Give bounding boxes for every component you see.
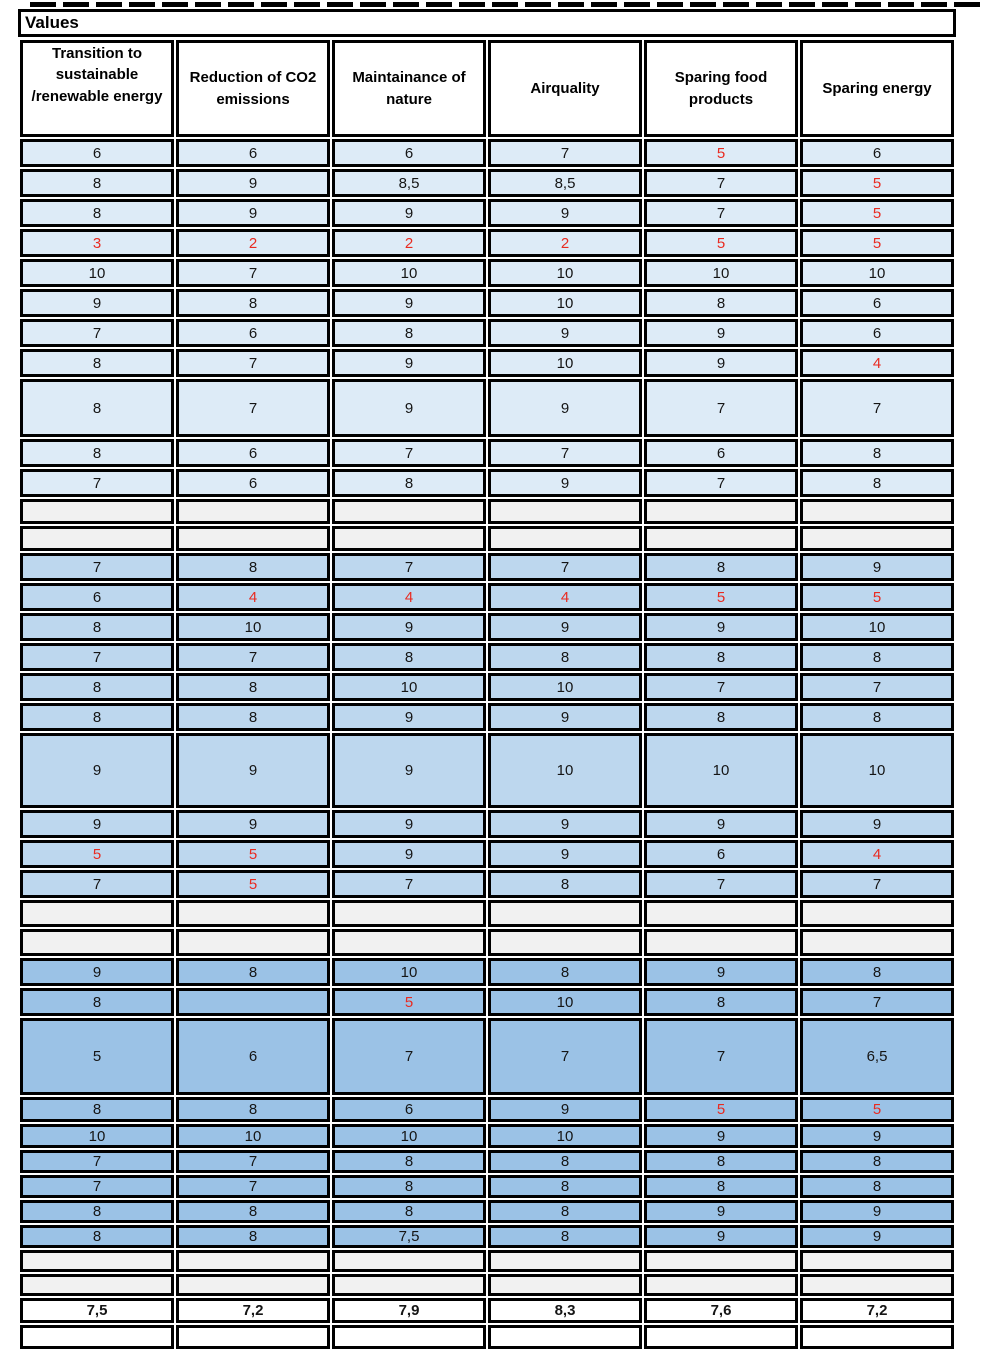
table-cell[interactable]: 8 [488,1175,642,1198]
table-cell[interactable]: 9 [176,733,330,808]
table-cell[interactable]: 8 [644,289,798,317]
table-cell[interactable]: 8 [644,703,798,731]
table-cell[interactable]: 2 [332,229,486,257]
table-cell[interactable]: 9 [332,810,486,838]
table-cell[interactable]: 10 [332,958,486,986]
table-cell[interactable]: 6 [800,139,954,167]
table-cell[interactable]: 10 [332,673,486,701]
table-cell[interactable]: 7,2 [800,1298,954,1323]
table-cell[interactable]: 7 [644,199,798,227]
table-cell[interactable]: 5 [644,139,798,167]
header-row [20,40,954,137]
table-cell[interactable]: 8 [176,1097,330,1122]
table-cell[interactable]: 8 [644,988,798,1016]
table-cell[interactable]: 7 [332,439,486,467]
table-cell[interactable]: 8 [20,1200,174,1223]
table-cell[interactable]: 9 [488,469,642,497]
table-cell[interactable]: 3 [20,229,174,257]
empty-cell [20,900,174,927]
table-cell[interactable]: 5 [644,583,798,611]
table-cell[interactable]: 8 [176,958,330,986]
table-cell[interactable]: 8 [644,1150,798,1173]
table-cell[interactable]: 5 [644,1097,798,1122]
empty-cell [800,1325,954,1349]
table-cell[interactable]: 2 [488,229,642,257]
table-cell[interactable]: 8 [488,1200,642,1223]
table-cell[interactable]: 9 [488,1097,642,1122]
empty-cell [800,1274,954,1296]
table-cell[interactable]: 8 [176,673,330,701]
table-cell[interactable]: 6 [176,139,330,167]
empty-cell [176,499,330,524]
table-cell[interactable]: 7 [800,870,954,898]
data-row [20,673,954,701]
table-cell[interactable]: 7 [20,1175,174,1198]
table-cell[interactable]: 9 [644,810,798,838]
table-cell[interactable]: 7 [644,169,798,197]
empty-cell [800,526,954,551]
table-cell[interactable]: 7,6 [644,1298,798,1323]
table-cell[interactable]: 4 [332,583,486,611]
table-cell[interactable]: 8 [332,1150,486,1173]
table-cell[interactable]: 8 [644,553,798,581]
table-cell[interactable]: 9 [332,840,486,868]
data-row [20,958,954,986]
empty-cell [644,499,798,524]
table-cell[interactable]: 8 [176,1225,330,1248]
table-cell[interactable]: 9 [332,733,486,808]
table-cell[interactable]: 9 [800,810,954,838]
spacer-row [20,499,954,524]
data-row [20,319,954,347]
spacer-row [20,1274,954,1296]
empty-cell [176,900,330,927]
table-cell[interactable]: 8 [20,169,174,197]
table-cell[interactable]: 7,9 [332,1298,486,1323]
data-row [20,199,954,227]
empty-cell [20,1274,174,1296]
table-cell[interactable]: 5 [20,1018,174,1095]
table-cell[interactable]: 9 [20,733,174,808]
table-cell[interactable]: 9 [800,1200,954,1223]
data-row [20,139,954,167]
empty-cell [488,1250,642,1272]
table-cell[interactable]: 10 [488,1124,642,1148]
empty-cell [488,1274,642,1296]
table-cell[interactable]: 9 [488,379,642,437]
table-cell[interactable]: 8 [20,379,174,437]
table-cell[interactable]: 5 [800,229,954,257]
table-cell[interactable]: 7 [488,439,642,467]
table-cell[interactable]: 7 [176,1175,330,1198]
empty-cell [644,900,798,927]
table-cell[interactable]: 8 [488,870,642,898]
table-cell[interactable]: 8 [20,349,174,377]
data-row [20,1124,954,1148]
table-cell[interactable]: 8 [332,1175,486,1198]
data-row [20,988,954,1016]
data-row [20,1150,954,1173]
empty-cell [332,900,486,927]
empty-cell [488,1325,642,1349]
table-cell[interactable]: 7 [644,870,798,898]
table-cell[interactable]: 9 [20,810,174,838]
empty-cell [332,526,486,551]
empty-cell [644,929,798,956]
table-cell[interactable]: 6 [644,439,798,467]
empty-cell [488,900,642,927]
data-row [20,469,954,497]
table-cell[interactable]: 10 [176,1124,330,1148]
empty-cell [332,1250,486,1272]
column-header: Reduction of CO2 emissions [176,40,330,137]
table-cell[interactable]: 8 [332,643,486,671]
table-cell[interactable]: 8,5 [488,169,642,197]
empty-cell [644,1325,798,1349]
table-cell[interactable]: 6 [332,1097,486,1122]
table-cell[interactable]: 10 [488,349,642,377]
spacer-row [20,900,954,927]
table-cell[interactable]: 6 [332,139,486,167]
empty-cell [332,929,486,956]
empty-cell [20,1325,174,1349]
table-cell[interactable]: 4 [800,349,954,377]
data-row [20,349,954,377]
spacer-row [20,526,954,551]
table-cell[interactable]: 9 [176,169,330,197]
table-cell[interactable]: 8 [176,703,330,731]
table-cell[interactable]: 6,5 [800,1018,954,1095]
table-cell[interactable]: 8 [488,1150,642,1173]
table-cell[interactable]: 8,3 [488,1298,642,1323]
table-cell[interactable]: 8 [644,1175,798,1198]
table-cell[interactable]: 9 [488,840,642,868]
table-cell[interactable]: 7,2 [176,1298,330,1323]
table-cell[interactable]: 7 [176,379,330,437]
empty-cell [176,1250,330,1272]
spacer-row [20,929,954,956]
table-cell[interactable]: 10 [488,259,642,287]
table-cell[interactable]: 9 [644,1124,798,1148]
spacer-row [20,1250,954,1272]
data-row [20,259,954,287]
column-header: Airquality [488,40,642,137]
empty-cell [332,1325,486,1349]
column-header: Transition to sustainable /renewable energy [20,40,174,137]
table-cell[interactable]: 10 [20,1124,174,1148]
data-row [20,583,954,611]
table-cell[interactable]: 7 [176,643,330,671]
table-cell[interactable]: 5 [800,199,954,227]
empty-cell [176,1325,330,1349]
table-cell[interactable]: 7 [488,1018,642,1095]
table-cell[interactable]: 7 [20,643,174,671]
table-cell[interactable]: 9 [800,553,954,581]
empty-cell [644,1274,798,1296]
table-cell[interactable]: 6 [800,289,954,317]
data-row [20,810,954,838]
table-cell[interactable]: 8 [20,1225,174,1248]
table-cell[interactable]: 9 [644,958,798,986]
table-cell[interactable]: 8 [20,988,174,1016]
table-cell[interactable]: 9 [20,958,174,986]
table-cell[interactable]: 6 [176,1018,330,1095]
table-cell[interactable]: 10 [644,259,798,287]
table-cell[interactable]: 10 [644,733,798,808]
data-row [20,643,954,671]
table-cell[interactable]: 7 [644,673,798,701]
table-cell[interactable]: 7 [176,349,330,377]
table-cell[interactable]: 7 [332,1018,486,1095]
table-cell[interactable]: 8 [176,1200,330,1223]
table-cell[interactable]: 8 [20,439,174,467]
empty-cell [644,1250,798,1272]
column-header: Sparing food products [644,40,798,137]
data-row [20,613,954,641]
table-cell[interactable]: 7 [800,379,954,437]
table-cell[interactable]: 9 [644,1200,798,1223]
table-cell[interactable]: 9 [488,613,642,641]
empty-cell [20,1250,174,1272]
data-row [20,169,954,197]
table-cell[interactable]: 5 [176,840,330,868]
data-row [20,733,954,808]
empty-cell [800,929,954,956]
data-row [20,1225,954,1248]
data-row [20,289,954,317]
table-cell[interactable]: 9 [488,319,642,347]
table-cell[interactable]: 8 [20,673,174,701]
table-cell[interactable]: 8 [800,703,954,731]
table-cell[interactable]: 9 [332,379,486,437]
data-row [20,1200,954,1223]
values-table [18,38,956,1351]
table-cell[interactable]: 7 [800,673,954,701]
table-cell[interactable]: 4 [488,583,642,611]
table-cell[interactable]: 8 [332,1200,486,1223]
data-row [20,1097,954,1122]
table-cell[interactable]: 8 [488,643,642,671]
table-cell[interactable]: 8 [800,469,954,497]
table-cell[interactable]: 7,5 [332,1225,486,1248]
empty-cell [332,1274,486,1296]
data-row [20,439,954,467]
table-cell[interactable]: 7 [20,870,174,898]
table-cell[interactable]: 8 [800,643,954,671]
table-cell[interactable]: 8 [488,958,642,986]
table-cell[interactable]: 8 [20,1097,174,1122]
table-cell[interactable]: 8 [800,1175,954,1198]
table-cell[interactable]: 9 [644,349,798,377]
empty-cell [488,499,642,524]
table-cell[interactable]: 9 [800,1225,954,1248]
table-cell[interactable]: 10 [488,673,642,701]
table-cell[interactable]: 7 [20,469,174,497]
table-cell[interactable]: 10 [800,259,954,287]
data-row [20,229,954,257]
table-cell[interactable]: 9 [644,319,798,347]
table-cell[interactable]: 7 [488,553,642,581]
table-cell[interactable]: 9 [332,199,486,227]
table-cell[interactable]: 7 [176,1150,330,1173]
table-cell[interactable]: 8 [20,703,174,731]
table-cell[interactable]: 10 [20,259,174,287]
spacer-row [20,1325,954,1349]
table-cell[interactable]: 4 [800,840,954,868]
values-title-cell [18,9,956,37]
column-header: Sparing energy [800,40,954,137]
table-cell[interactable]: 5 [800,583,954,611]
empty-cell [176,929,330,956]
empty-cell [176,1274,330,1296]
table-cell[interactable]: 4 [176,583,330,611]
table-cell[interactable]: 8 [800,439,954,467]
table-cell[interactable]: 6 [20,583,174,611]
table-cell[interactable]: 6 [800,319,954,347]
table-cell [176,988,330,1016]
table-cell[interactable]: 9 [488,810,642,838]
table-cell[interactable]: 8 [488,1225,642,1248]
empty-cell [20,499,174,524]
table-cell[interactable]: 8 [20,613,174,641]
table-cell[interactable]: 8 [332,319,486,347]
table-cell[interactable]: 5 [20,840,174,868]
table-cell[interactable]: 7 [644,469,798,497]
table-cell[interactable]: 7 [20,553,174,581]
table-cell[interactable]: 10 [488,289,642,317]
table-cell[interactable]: 8 [644,643,798,671]
table-cell[interactable]: 10 [332,1124,486,1148]
empty-cell [800,499,954,524]
table-cell[interactable]: 8 [800,958,954,986]
empty-cell [20,929,174,956]
table-cell[interactable]: 8 [176,289,330,317]
table-cell[interactable]: 9 [176,199,330,227]
table-cell[interactable]: 5 [800,1097,954,1122]
table-cell[interactable]: 9 [332,613,486,641]
table-cell[interactable]: 8 [800,1150,954,1173]
table-cell[interactable]: 8 [20,199,174,227]
empty-cell [176,526,330,551]
empty-cell [20,526,174,551]
table-cell[interactable]: 6 [176,469,330,497]
table-cell[interactable]: 10 [488,733,642,808]
table-cell[interactable]: 5 [644,229,798,257]
table-cell[interactable]: 10 [488,988,642,1016]
empty-cell [488,526,642,551]
table-cell[interactable]: 6 [20,139,174,167]
table-cell[interactable]: 7 [800,988,954,1016]
table-cell[interactable]: 6 [644,840,798,868]
empty-cell [800,1250,954,1272]
table-cell[interactable]: 7 [332,553,486,581]
data-row [20,1298,954,1323]
empty-cell [488,929,642,956]
table-cell[interactable]: 9 [20,289,174,317]
data-row [20,840,954,868]
table-cell[interactable]: 7 [332,870,486,898]
table-cell[interactable]: 6 [176,439,330,467]
table-cell[interactable]: 8 [176,553,330,581]
values-title: Values [25,13,79,32]
table-cell[interactable]: 10 [332,259,486,287]
data-row [20,870,954,898]
empty-cell [332,499,486,524]
table-cell[interactable]: 9 [332,349,486,377]
table-cell[interactable]: 9 [644,1225,798,1248]
table-cell[interactable]: 9 [332,703,486,731]
table-cell[interactable]: 6 [176,319,330,347]
table-cell[interactable]: 7 [20,1150,174,1173]
table-cell[interactable]: 9 [488,703,642,731]
empty-cell [644,526,798,551]
table-cell[interactable]: 8 [332,469,486,497]
table-cell[interactable]: 7 [488,139,642,167]
table-cell[interactable]: 5 [800,169,954,197]
table-cell[interactable]: 9 [488,199,642,227]
clipped-row-strip [30,2,982,7]
data-row [20,379,954,437]
table-cell[interactable]: 7,5 [20,1298,174,1323]
table-cell[interactable]: 7 [644,1018,798,1095]
table-cell[interactable]: 9 [644,613,798,641]
table-cell[interactable]: 9 [176,810,330,838]
column-header: Maintainance of nature [332,40,486,137]
table-cell[interactable]: 10 [800,733,954,808]
data-row [20,553,954,581]
table-cell[interactable]: 10 [176,613,330,641]
empty-cell [800,900,954,927]
table-cell[interactable]: 5 [176,870,330,898]
data-row [20,1175,954,1198]
table-body [20,139,954,1349]
table-cell[interactable]: 10 [800,613,954,641]
table-cell[interactable]: 7 [644,379,798,437]
data-row [20,703,954,731]
table-cell[interactable]: 5 [332,988,486,1016]
table-cell[interactable]: 7 [176,259,330,287]
data-row [20,1018,954,1095]
table-cell[interactable]: 7 [20,319,174,347]
table-cell[interactable]: 8,5 [332,169,486,197]
table-cell[interactable]: 9 [800,1124,954,1148]
table-cell[interactable]: 2 [176,229,330,257]
table-cell[interactable]: 9 [332,289,486,317]
